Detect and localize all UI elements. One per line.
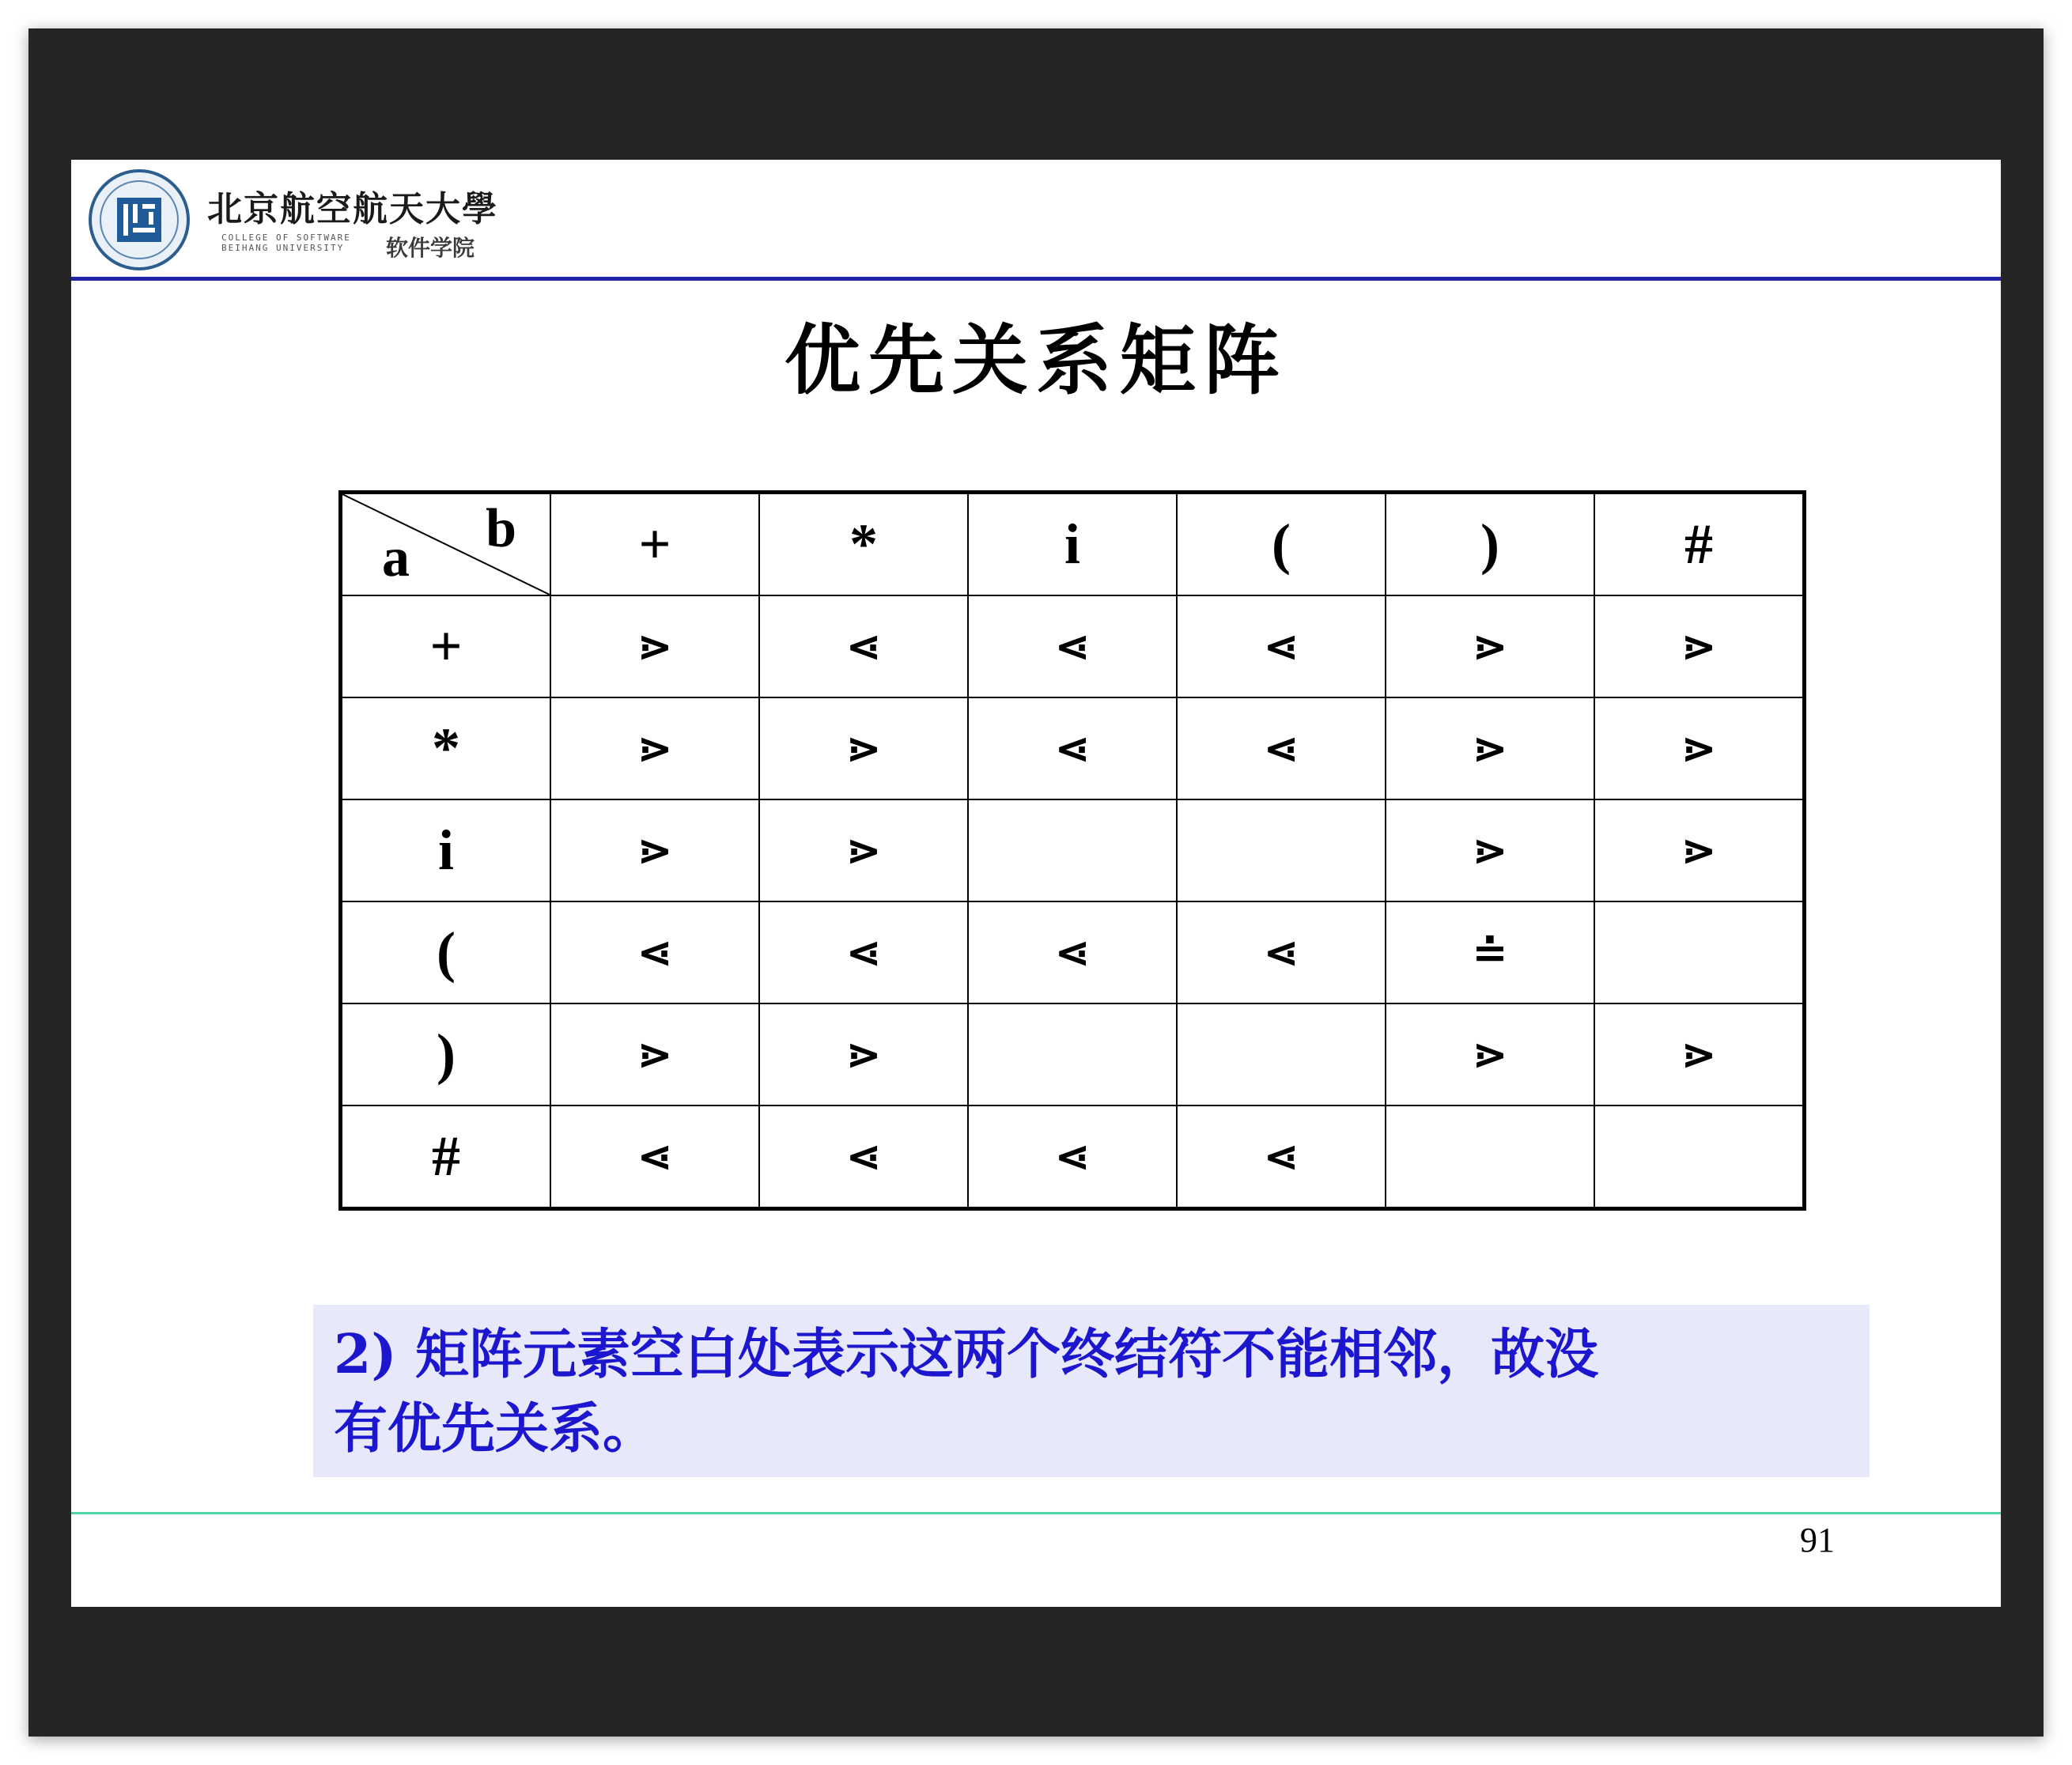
column-header: * [759, 493, 968, 596]
row-header: + [341, 595, 551, 697]
note-box [313, 1305, 1870, 1477]
relation-cell: ⋖ [550, 1105, 759, 1209]
relation-cell [1177, 1003, 1386, 1105]
relation-cell: ≐ [1386, 901, 1594, 1003]
column-header: # [1594, 493, 1805, 596]
relation-cell: ⋖ [759, 901, 968, 1003]
row-header: ) [341, 1003, 551, 1105]
relation-cell: ⋖ [968, 1105, 1177, 1209]
relation-cell: ⋖ [759, 1105, 968, 1209]
relation-cell: ⋗ [550, 1003, 759, 1105]
column-header: ( [1177, 493, 1386, 596]
column-header: + [550, 493, 759, 596]
relation-cell: ⋖ [759, 595, 968, 697]
column-header: ) [1386, 493, 1594, 596]
relation-cell: ⋗ [550, 799, 759, 901]
matrix-row [341, 697, 1805, 799]
relation-cell: ⋗ [1386, 1003, 1594, 1105]
column-axis-label: b [486, 498, 516, 559]
relation-cell: ⋖ [968, 697, 1177, 799]
matrix-row [341, 799, 1805, 901]
corner-diagonal [342, 494, 550, 595]
relation-cell: ⋖ [968, 901, 1177, 1003]
relation-cell [1386, 1105, 1594, 1209]
slide-viewer-window [28, 28, 2044, 1737]
precedence-matrix [338, 490, 1806, 1211]
relation-cell: ⋖ [1177, 697, 1386, 799]
relation-cell: ⋖ [550, 901, 759, 1003]
row-header: * [341, 697, 551, 799]
relation-cell: ⋖ [968, 595, 1177, 697]
matrix-row [341, 1003, 1805, 1105]
header-divider [71, 277, 2001, 281]
row-header: ( [341, 901, 551, 1003]
relation-cell: ⋖ [1177, 1105, 1386, 1209]
relation-cell: ⋗ [1594, 595, 1805, 697]
school-name: 软件学院 [386, 235, 475, 261]
relation-cell: ⋗ [759, 799, 968, 901]
footer-divider [71, 1512, 2001, 1514]
relation-cell: ⋗ [1594, 1003, 1805, 1105]
matrix-row [341, 595, 1805, 697]
page-number: 91 [1800, 1521, 1835, 1559]
row-header: i [341, 799, 551, 901]
relation-cell [968, 799, 1177, 901]
relation-cell [1177, 799, 1386, 901]
relation-cell: ⋗ [550, 595, 759, 697]
row-axis-label: a [382, 527, 410, 588]
relation-cell: ⋗ [1386, 595, 1594, 697]
relation-cell [1594, 901, 1805, 1003]
relation-cell: ⋖ [1177, 901, 1386, 1003]
matrix-header-row [341, 493, 1805, 596]
relation-cell: ⋖ [1177, 595, 1386, 697]
relation-cell [968, 1003, 1177, 1105]
matrix-corner-cell [341, 493, 551, 596]
college-name-en: COLLEGE OF SOFTWARE BEIHANG UNIVERSITY [221, 232, 351, 253]
relation-cell: ⋗ [1594, 799, 1805, 901]
note-line: 有优先关系。 [334, 1397, 657, 1461]
column-header: i [968, 493, 1177, 596]
university-name: 北京航空航天大學 [207, 189, 498, 229]
slide-title: 优先关系矩阵 [785, 316, 1287, 405]
relation-cell: ⋗ [1594, 697, 1805, 799]
row-header: # [341, 1105, 551, 1209]
relation-cell: ⋗ [759, 1003, 968, 1105]
relation-cell: ⋗ [550, 697, 759, 799]
note-line: 2) 矩阵元素空白处表示这两个终结符不能相邻，故没 [334, 1323, 1599, 1386]
relation-cell: ⋗ [759, 697, 968, 799]
relation-cell: ⋗ [1386, 799, 1594, 901]
matrix-row [341, 1105, 1805, 1209]
slide [71, 160, 2001, 1607]
matrix-row [341, 901, 1805, 1003]
relation-cell: ⋗ [1386, 697, 1594, 799]
relation-cell [1594, 1105, 1805, 1209]
university-seal-logo [89, 169, 190, 270]
